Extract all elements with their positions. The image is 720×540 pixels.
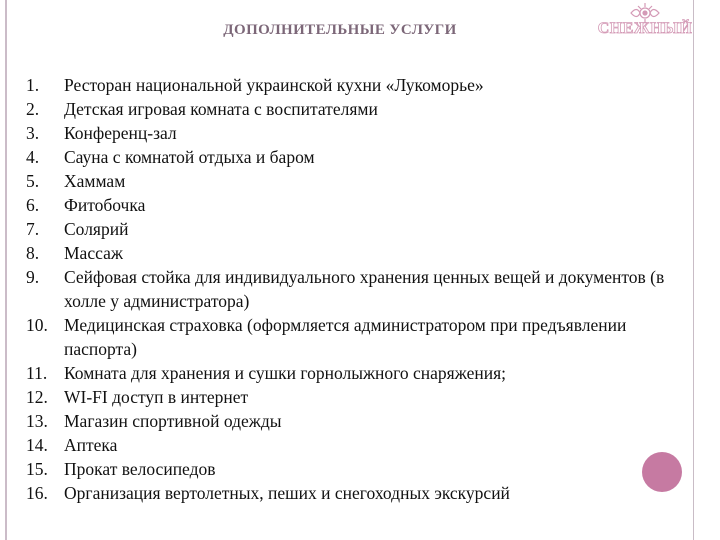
list-item [26, 313, 676, 361]
list-item [26, 481, 676, 505]
item-number: 12. [26, 387, 48, 407]
item-number: 5. [26, 171, 40, 191]
list-item [26, 457, 676, 481]
item-text: Комната для хранения и сушки горнолыжного снаряжения; [64, 363, 506, 383]
item-text: Солярий [64, 219, 129, 239]
item-text: Магазин спортивной одежды [64, 411, 282, 431]
list-item [26, 433, 676, 457]
list-item [26, 241, 676, 265]
list-item [26, 385, 676, 409]
item-number: 7. [26, 219, 40, 239]
list-item [26, 73, 676, 97]
item-text: Конференц-зал [64, 123, 177, 143]
list-item [26, 169, 676, 193]
item-number: 3. [26, 123, 40, 143]
item-number: 15. [26, 459, 48, 479]
slide-title: ДОПОЛНИТЕЛЬНЫЕ УСЛУГИ [223, 22, 457, 38]
item-text: Организация вертолетных, пеших и снегоходных экскурсий [64, 483, 510, 503]
item-text: Детская игровая комната с воспитателями [64, 99, 378, 119]
item-number: 11. [26, 363, 48, 383]
item-number: 9. [26, 267, 40, 287]
list-item [26, 217, 676, 241]
item-number: 2. [26, 99, 40, 119]
item-text: Сауна с комнатой отдыха и баром [64, 147, 315, 167]
list-item [26, 265, 676, 313]
list-item [26, 193, 676, 217]
item-number: 8. [26, 243, 40, 263]
item-text: WI-FI доступ в интернет [64, 387, 249, 407]
item-number: 14. [26, 435, 48, 455]
logo-text: СНЕЖНЫЙ [597, 20, 693, 37]
item-number: 13. [26, 411, 48, 431]
list-item [26, 145, 676, 169]
item-text: Медицинская страховка (оформляется администратором при предъявлении паспорта) [64, 315, 627, 359]
item-number: 16. [26, 483, 48, 503]
decorative-circle [642, 452, 682, 492]
item-number: 1. [26, 75, 40, 95]
list-item [26, 121, 676, 145]
item-text: Хаммам [64, 171, 126, 191]
list-item [26, 361, 676, 385]
item-number: 10. [26, 315, 48, 335]
item-number: 4. [26, 147, 40, 167]
item-text: Фитобочка [64, 195, 146, 215]
item-text: Прокат велосипедов [64, 459, 216, 479]
item-text: Аптека [64, 435, 118, 455]
logo [595, 2, 695, 42]
right-frame-line [693, 0, 694, 540]
item-text: Ресторан национальной украинской кухни «Лукоморье» [64, 75, 484, 95]
item-number: 6. [26, 195, 40, 215]
item-text: Сейфовая стойка для индивидуального хранения ценных вещей и документов (в холле у администратора) [64, 267, 665, 311]
list-item [26, 409, 676, 433]
list-item [26, 97, 676, 121]
services-list [26, 73, 676, 505]
left-frame-line [5, 0, 7, 540]
item-text: Массаж [64, 243, 123, 263]
